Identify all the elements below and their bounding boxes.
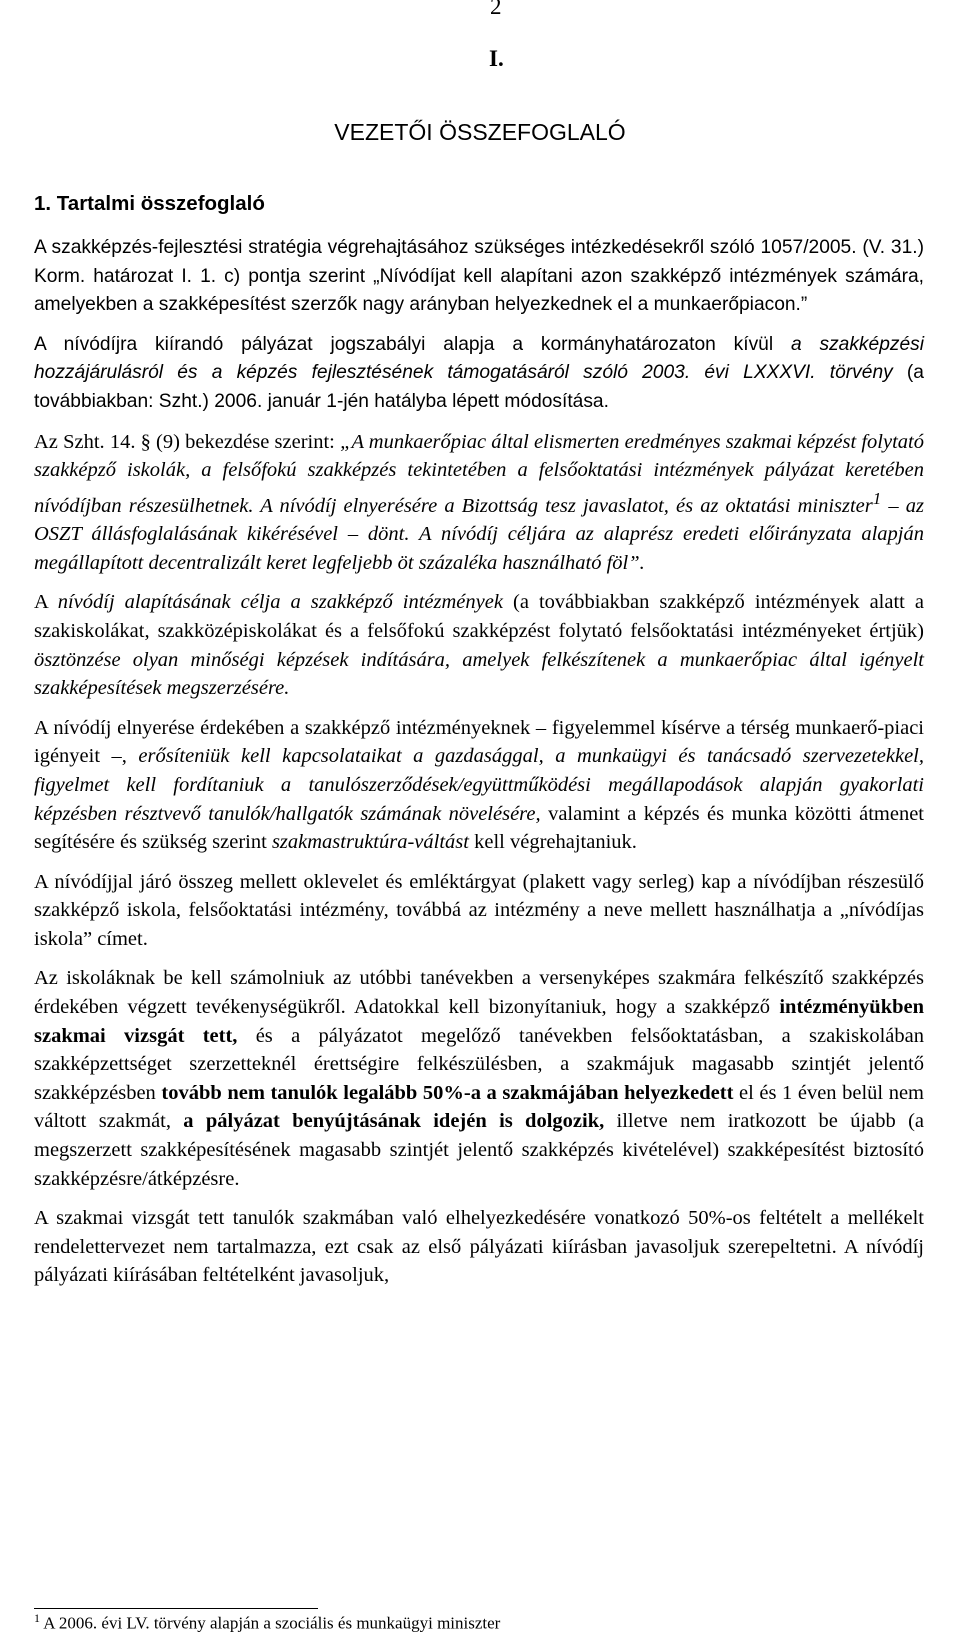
footnote [34, 1611, 500, 1634]
text-run: el és 1 éven belül nem váltott szakmát, [34, 1081, 924, 1133]
text-run: kell végrehajtaniuk. [468, 831, 637, 854]
paragraph-1: A szakképzés-fejlesztési stratégia végrehajtásához szükséges intézkedésekről szóló 1057/2005. (V. 31.) Korm. határozat I. 1. c) pontja szerint „Nívódíjat kell alapítani azon szakképző intézmények számára, amelyekben a szakképesítést szerzők nagy arányban helyezkednek el a munkaerőpiacon.” [34, 237, 924, 316]
footnote-text: A 2006. évi LV. törvény alapján a szociális és munkaügyi miniszter [40, 1613, 501, 1633]
text-run: A nívódíjra kiírandó pályázat jogszabályi alapja a kormányhatározaton kívül [34, 333, 791, 355]
text-run: valamint a képzés és munka közötti átmenet segítésére és szükség szerint [34, 802, 924, 854]
text-run: (a továbbiakban: Szht.) 2006. január 1-jén hatályba lépett módosítása. [34, 362, 924, 412]
footnote-mark: 1 [34, 1611, 40, 1625]
bold-run: tovább nem tanulók legalább 50%-a a szakmájában helyezkedett [161, 1081, 734, 1104]
text-run: (a továbbiakban szakképző intézmények alatt a szakiskolákat, szakközépiskolákat és a felsőfokú szakképzést folytató felsőoktatási intézményeket értjük) [34, 591, 925, 642]
text-run: Az iskoláknak be kell számolniuk az utóbbi tanévekben a versenyképes szakmára felkészítő szakképzés érdekében végzett tevékenységükről. Adatokkal kell bizonyítaniuk, hogy a szakképző [34, 967, 924, 1019]
paragraph-5 [34, 714, 924, 857]
text-run: illetve nem iratkozott be újabb (a megszerzett szakképesítésének magasabb szintjét jelentő szakképzés kivételével) szakképesítést biztosító szakképzésre/átképzésre. [34, 1110, 925, 1190]
italic-run: erősíteniük kell kapcsolataikat a gazdasággal, a munkaügyi és tanácsadó szervezetekkel, figyelmet kell fordítaniuk a tanulószerződések/együttműködési megállapodások alapján gyakorlati képzésben résztvevő tanulók/hallgatók számának növelésére, [34, 745, 924, 825]
bold-run: a pályázat benyújtásának idején is dolgozik, [183, 1110, 605, 1133]
footnote-separator [34, 1608, 318, 1609]
paragraph-3 [34, 428, 924, 578]
paragraph-8: A szakmai vizsgát tett tanulók szakmában való elhelyezkedésére vonatkozó 50%-os feltételt a mellékelt rendelettervezet nem tartalmazza, ezt csak az első pályázati kiírásban javasoljuk szerepeltetni. A nívódíj pályázati kiírásában feltételként javasoljuk, [34, 1207, 924, 1287]
italic-run: „A munkaerőpiac által elismerten eredményes szakmai képzést folytató szakképző iskolák, a felsőfokú szakképzés tekintetében a felsőoktatási intézmények pályázat keretében nívódíjban részesülhetnek. A nívódíj elnyerésére a Bizottság tesz javaslatot, és az oktatási miniszter [34, 430, 924, 517]
italic-run: nívódíj alapításának célja a szakképző intézmények [57, 591, 503, 614]
text-run: Az Szht. 14. § (9) bekezdése szerint: [34, 430, 341, 453]
paragraph-2 [34, 331, 924, 417]
chapter-title-text: VEZETŐI ÖSSZEFOGLALÓ [334, 119, 626, 145]
body-text [34, 234, 924, 1301]
paragraph-7 [34, 964, 924, 1193]
page-number: 2 [490, 0, 502, 19]
chapter-number: I. [489, 46, 504, 71]
text-run: A nívódíj elnyerése érdekében a szakképző intézményeknek – figyelemmel kísérve a térség munkaerő-piaci igényeit –, [34, 716, 924, 768]
text-run: és a pályázatot megelőző tanévekben felsőoktatásban, a szakiskolában szakképzettséget szerzetteknél érettségire felkészülésben, a szakmájuk magasabb szintjét jelentő szakképzésben [34, 1024, 924, 1104]
italic-run: ösztönzése olyan minőségi képzések indítására, amelyek felkészítenek a munkaerőpiac által igényelt szakképesítések megszerzésére. [34, 648, 924, 700]
italic-run: szakmastruktúra-váltást [271, 831, 469, 854]
paragraph-6: A nívódíjjal járó összeg mellett oklevelet és emléktárgyat (plakett vagy serleg) kap a nívódíjban részesülő szakképző iskola, felsőoktatási intézmény, továbbá az intézmény a neve mellett használhatja a „nívódíjas iskola” címet. [34, 870, 924, 950]
chapter-title [0, 119, 960, 146]
text-run: A [34, 591, 58, 614]
footnote-reference: 1 [872, 488, 882, 508]
italic-run: – az OSZT állásfoglalásának kikérésével – dönt. A nívódíj céljára az alaprész eredeti előirányzata alapján megállapított decentralizált keret legfeljebb öt százaléka használható föl”. [34, 494, 924, 574]
italic-run: a szakképzési hozzájárulásról és a képzés fejlesztésének támogatásáról szóló 2003. évi LXXXVI. törvény [34, 333, 924, 384]
paragraph-4 [34, 588, 924, 702]
bold-run: intézményükben szakmai vizsgát tett, [34, 996, 924, 1047]
section-heading: 1. Tartalmi összefoglaló [34, 192, 265, 215]
